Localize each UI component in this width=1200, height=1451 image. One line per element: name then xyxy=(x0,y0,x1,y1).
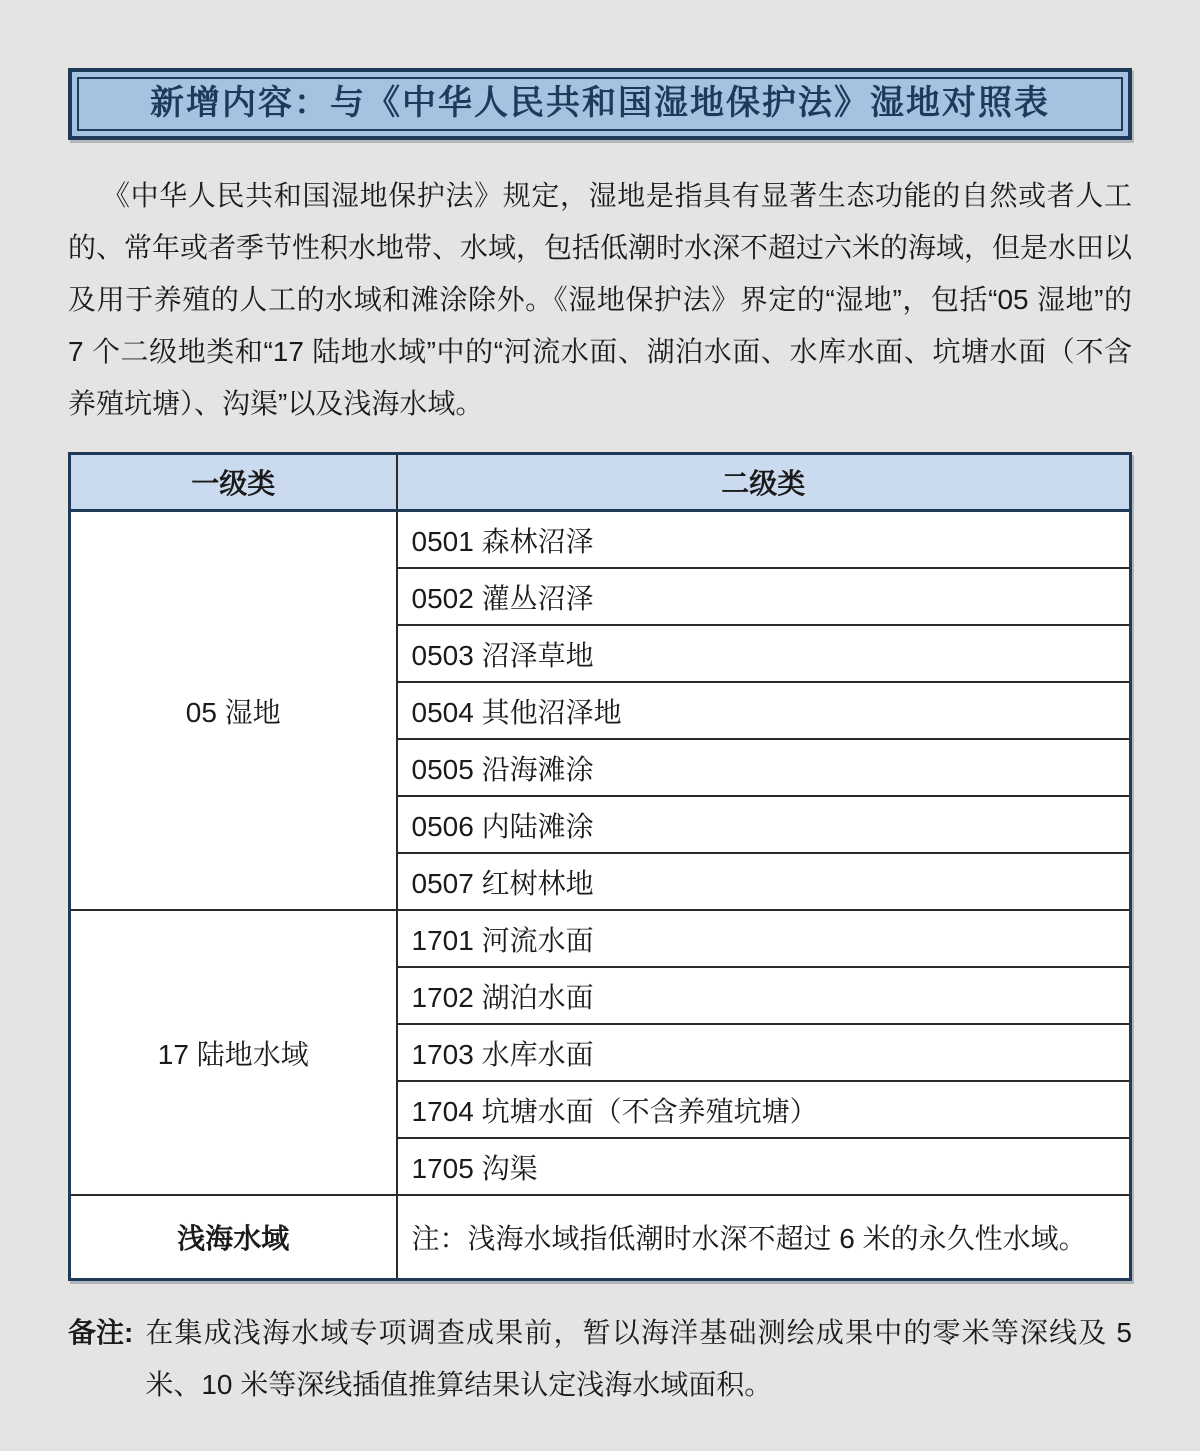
level1-category-cell: 浅海水域 xyxy=(70,1195,397,1280)
level2-category-cell: 1704 坑塘水面（不含养殖坑塘） xyxy=(397,1081,1131,1138)
page-title: 新增内容：与《中华人民共和国湿地保护法》湿地对照表 xyxy=(150,84,1050,122)
table-row xyxy=(70,511,1131,569)
footnote-label: 备注: xyxy=(68,1317,134,1348)
level1-category-cell: 05 湿地 xyxy=(70,511,397,911)
level2-category-cell: 0506 内陆滩涂 xyxy=(397,796,1131,853)
wetland-comparison-table xyxy=(68,452,1132,1281)
column-header-level2: 二级类 xyxy=(397,454,1131,511)
intro-paragraph: 《中华人民共和国湿地保护法》规定，湿地是指具有显著生态功能的自然或者人工的、常年或者季节性积水地带、水域，包括低潮时水深不超过六米的海域，但是水田以及用于养殖的人工的水域和滩涂除外。《湿地保护法》界定的“湿地”，包括“05 湿地”的 7 个二级地类和“17 陆地水域”中的“河流水面、湖泊水面、水库水面、坑塘水面（不含养殖坑塘）、沟渠”以及浅海水域。 xyxy=(68,180,1133,419)
table-row xyxy=(70,910,1131,967)
level2-category-cell: 1703 水库水面 xyxy=(397,1024,1131,1081)
title-banner xyxy=(68,68,1132,140)
level2-category-cell: 0501 森林沼泽 xyxy=(397,511,1131,569)
level1-category-cell: 17 陆地水域 xyxy=(70,910,397,1195)
level2-category-cell: 0502 灌丛沼泽 xyxy=(397,568,1131,625)
level2-category-cell: 0503 沼泽草地 xyxy=(397,625,1131,682)
level2-category-cell: 0505 沿海滩涂 xyxy=(397,739,1131,796)
table-header-row xyxy=(70,454,1131,511)
level2-category-cell: 1701 河流水面 xyxy=(397,910,1131,967)
title-banner-inner xyxy=(77,77,1123,131)
footnote-text: 在集成浅海水域专项调查成果前，暂以海洋基础测绘成果中的零米等深线及 5 米、10 米等深线插值推算结果认定浅海水域面积。 xyxy=(145,1317,1132,1400)
column-header-level1: 一级类 xyxy=(70,454,397,511)
footnote xyxy=(68,1307,1132,1411)
level2-category-cell: 0507 红树林地 xyxy=(397,853,1131,910)
table-body xyxy=(70,511,1131,1280)
level2-category-cell: 注：浅海水域指低潮时水深不超过 6 米的永久性水域。 xyxy=(397,1195,1131,1280)
level2-category-cell: 1705 沟渠 xyxy=(397,1138,1131,1195)
level2-category-cell: 1702 湖泊水面 xyxy=(397,967,1131,1024)
table-row xyxy=(70,1195,1131,1280)
level2-category-cell: 0504 其他沼泽地 xyxy=(397,682,1131,739)
